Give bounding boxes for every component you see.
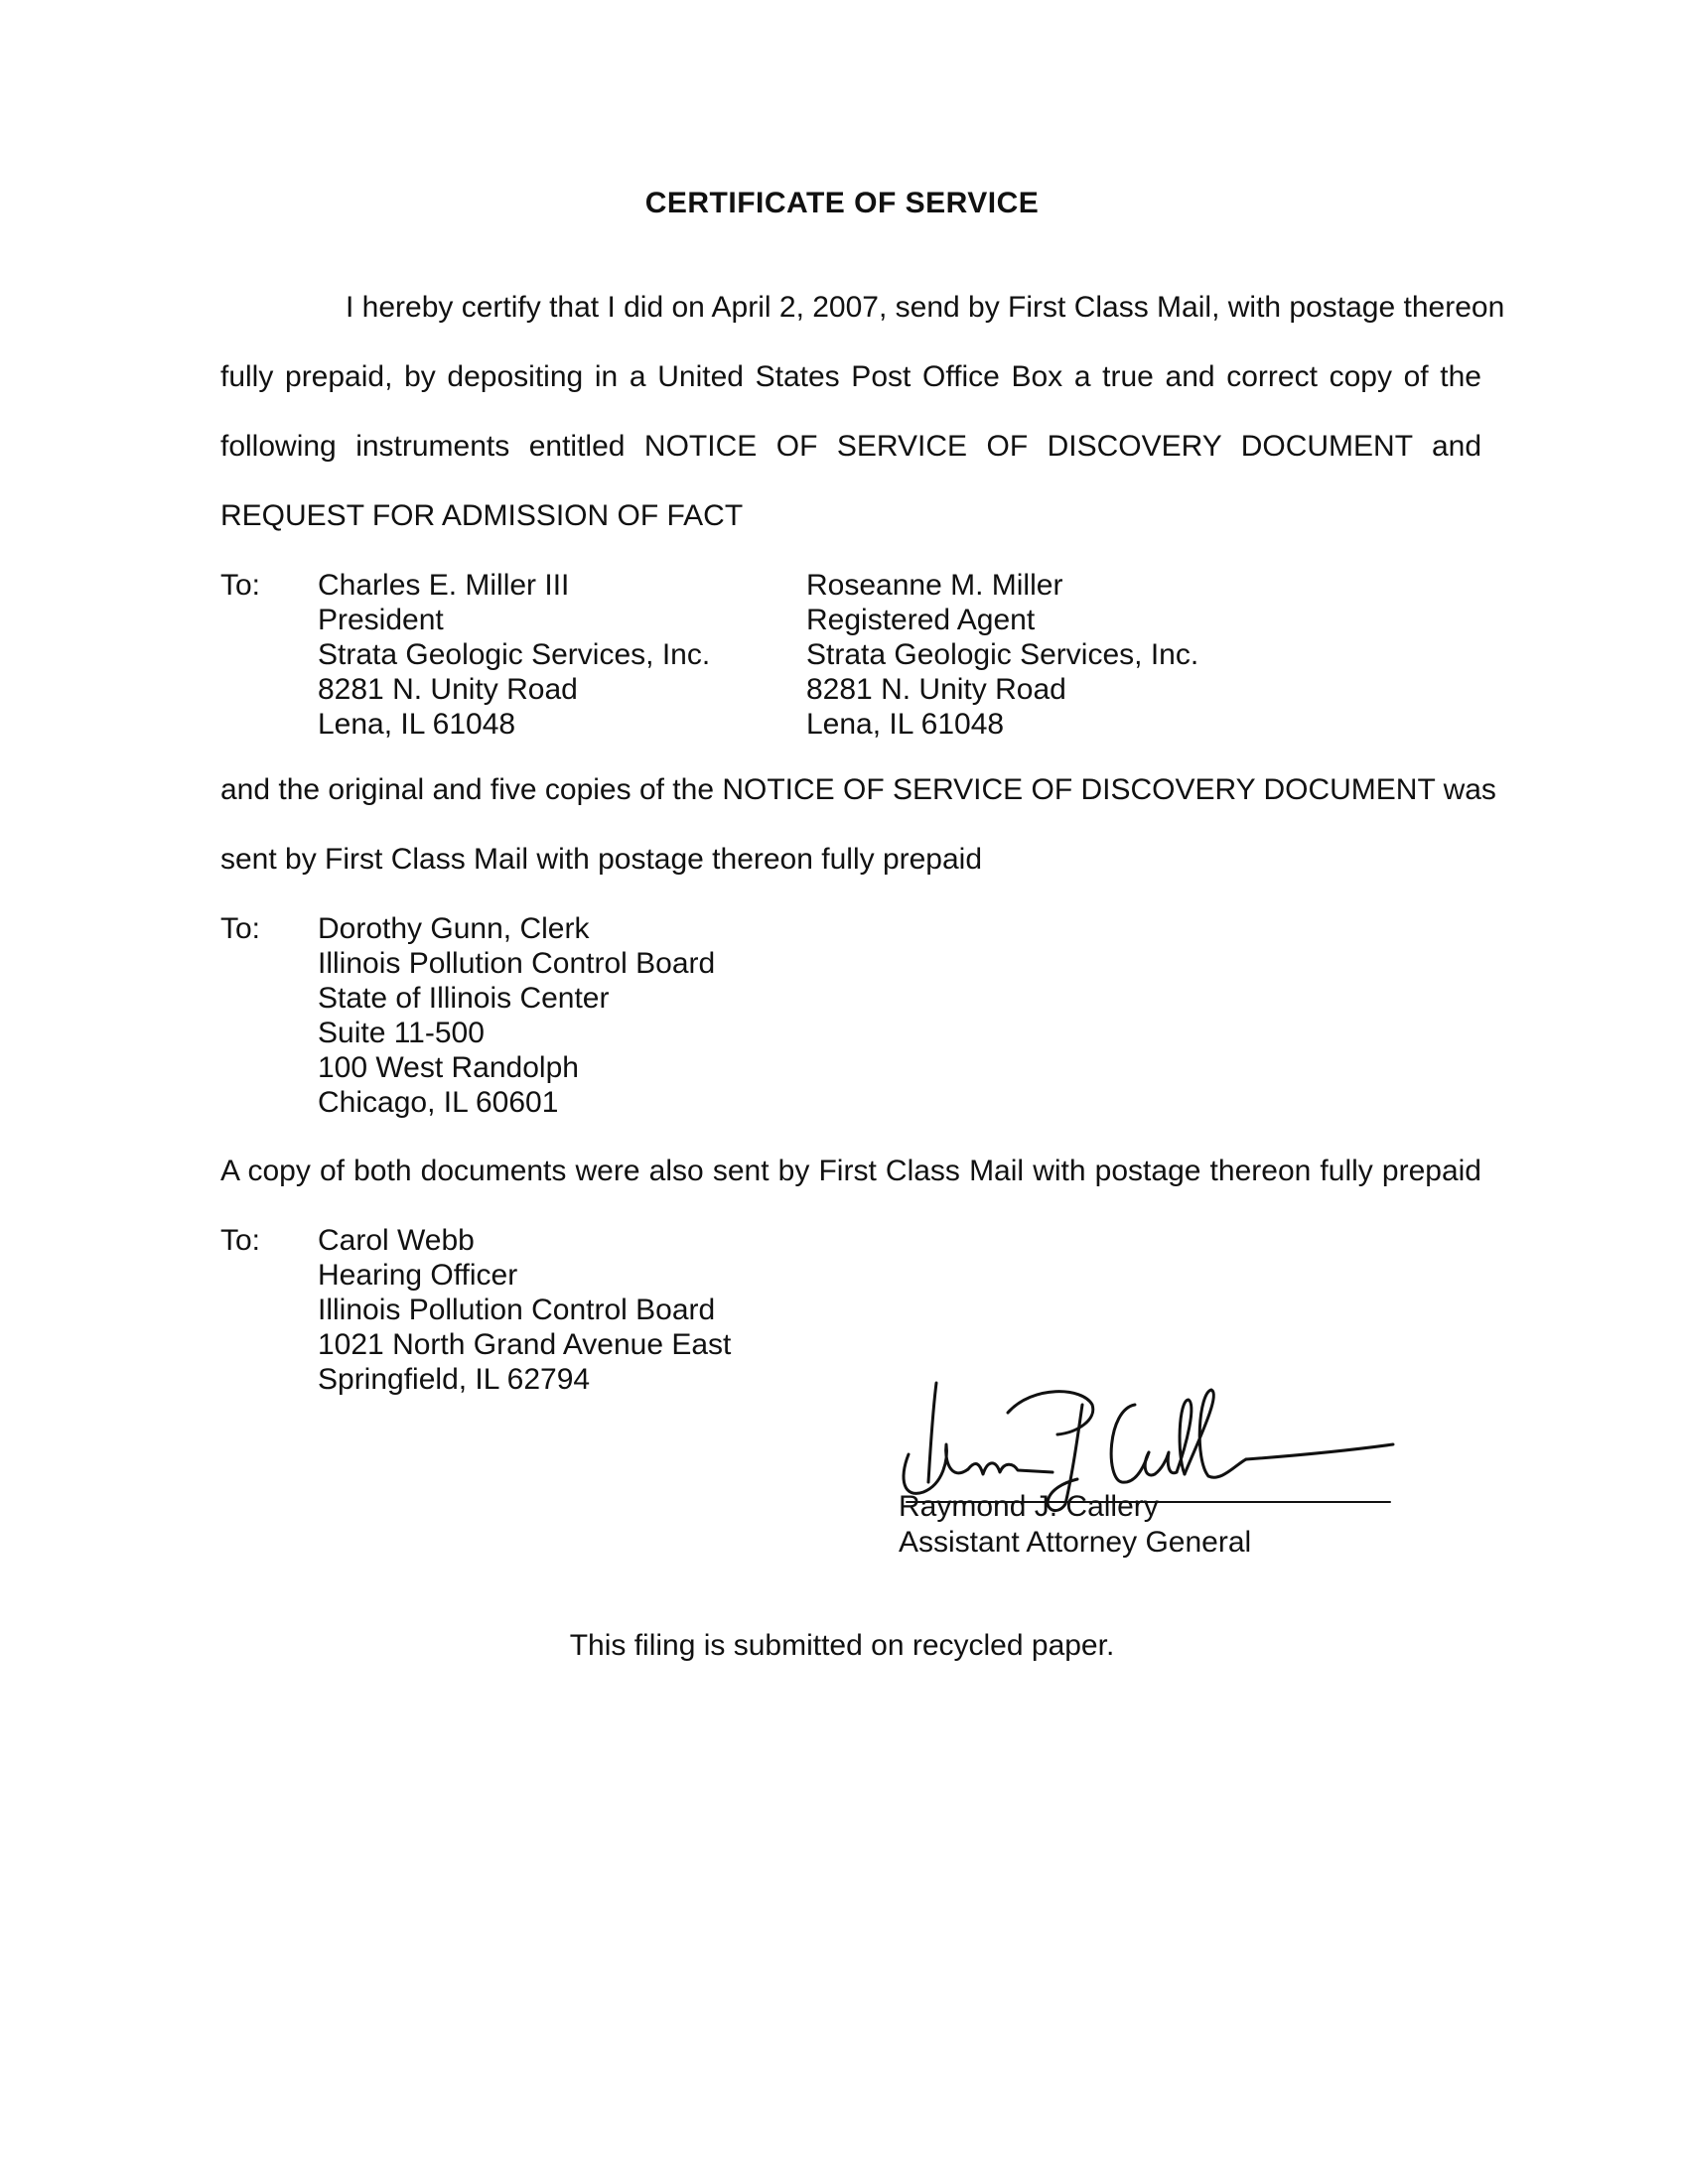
clerk-address-block <box>318 911 715 1120</box>
recipient-name: Charles E. Miller III <box>318 569 570 602</box>
clerk-org: Illinois Pollution Control Board <box>318 947 716 980</box>
certification-line-3: following instruments entitled NOTICE OF SERVICE OF DISCOVERY DOCUMENT and <box>220 430 1481 463</box>
recipient-address-block <box>318 568 710 742</box>
clerk-suite: Suite 11-500 <box>318 1017 485 1049</box>
hearing-officer-address-block <box>318 1223 731 1397</box>
hearing-officer-name: Carol Webb <box>318 1224 475 1257</box>
recipient-name: Roseanne M. Miller <box>806 569 1063 602</box>
clerk-name: Dorothy Gunn, Clerk <box>318 912 590 945</box>
certification-line-4: REQUEST FOR ADMISSION OF FACT <box>220 499 744 532</box>
recipient-city: Lena, IL 61048 <box>318 708 516 741</box>
clerk-street: 100 West Randolph <box>318 1051 579 1084</box>
hearing-officer-street: 1021 North Grand Avenue East <box>318 1328 732 1361</box>
footer-note: This filing is submitted on recycled paper. <box>569 1629 1115 1662</box>
to-label: To: <box>220 569 261 602</box>
to-label: To: <box>220 1224 261 1257</box>
original-copies-line-2: sent by First Class Mail with postage thereon fully prepaid <box>220 843 983 876</box>
clerk-city: Chicago, IL 60601 <box>318 1086 559 1119</box>
recipient-company: Strata Geologic Services, Inc. <box>806 638 1199 671</box>
recipient-title: President <box>318 604 444 636</box>
original-copies-line-1: and the original and five copies of the NOTICE OF SERVICE OF DISCOVERY DOCUMENT was <box>220 773 1496 806</box>
recipient-city: Lena, IL 61048 <box>806 708 1005 741</box>
hearing-officer-city: Springfield, IL 62794 <box>318 1363 591 1396</box>
recipient-street: 8281 N. Unity Road <box>318 673 578 706</box>
clerk-building: State of Illinois Center <box>318 982 610 1015</box>
recipient-street: 8281 N. Unity Road <box>806 673 1066 706</box>
certification-line-1: I hereby certify that I did on April 2, 2007, send by First Class Mail, with postage thereon <box>346 291 1505 324</box>
certification-line-2: fully prepaid, by depositing in a United States Post Office Box a true and correct copy of the <box>220 360 1481 393</box>
recipient-company: Strata Geologic Services, Inc. <box>318 638 711 671</box>
copy-both-line: A copy of both documents were also sent by First Class Mail with postage thereon fully prepaid <box>220 1155 1481 1187</box>
document-title: CERTIFICATE OF SERVICE <box>644 187 1040 219</box>
signer-name: Raymond J. Callery <box>899 1490 1159 1523</box>
recipient-address-block <box>806 568 1198 742</box>
signer-title: Assistant Attorney General <box>899 1526 1252 1559</box>
recipient-title: Registered Agent <box>806 604 1036 636</box>
hearing-officer-title: Hearing Officer <box>318 1259 518 1292</box>
to-label: To: <box>220 912 261 945</box>
hearing-officer-org: Illinois Pollution Control Board <box>318 1294 716 1326</box>
